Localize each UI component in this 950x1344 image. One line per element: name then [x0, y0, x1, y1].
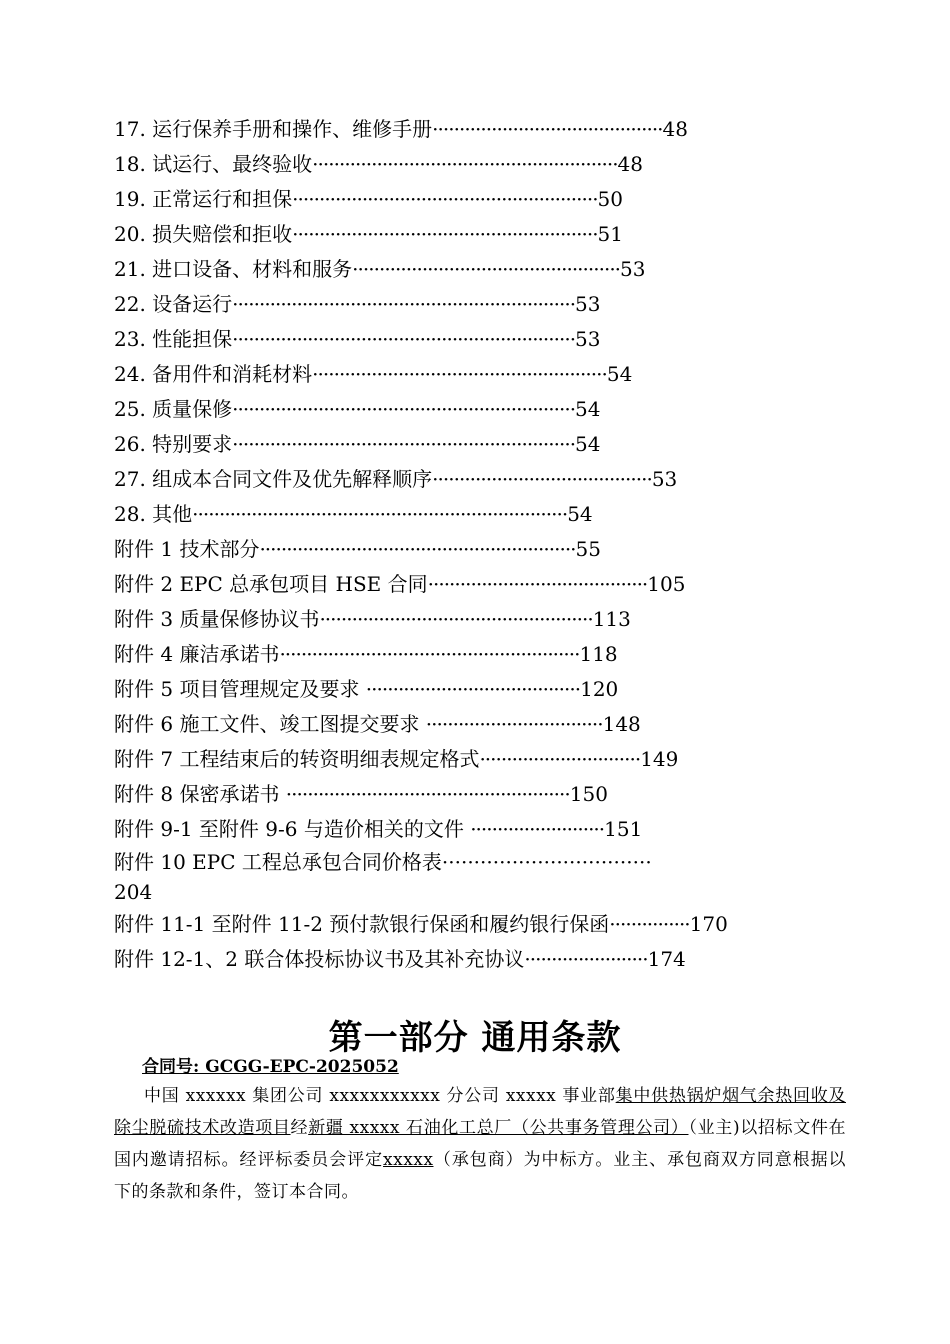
toc-entry-label: 附件 1 技术部分: [114, 537, 260, 561]
toc-leader-dots: ······························: [479, 747, 641, 771]
toc-entry-page: 54: [606, 362, 633, 386]
toc-entry-page: 53: [575, 292, 601, 316]
toc-leader-dots: ································································: [232, 292, 576, 316]
toc-entry[interactable]: [114, 637, 854, 672]
toc-entry-page: 150: [569, 782, 608, 806]
toc-entry-page: 105: [647, 572, 686, 596]
toc-leader-dots: ························································: [279, 642, 580, 666]
toc-entry-page: 204: [114, 880, 153, 904]
toc-entry[interactable]: [114, 427, 854, 462]
toc-leader-dots: ································································: [232, 327, 576, 351]
owner-name: 新疆 xxxxx 石油化工总厂（公共事务管理公司）: [308, 1118, 689, 1138]
toc-entry[interactable]: [114, 357, 854, 392]
table-of-contents: [114, 112, 854, 977]
toc-entry-page: 54: [575, 432, 601, 456]
toc-leader-dots: ·································: [441, 850, 652, 874]
toc-entry[interactable]: [114, 672, 854, 707]
toc-leader-dots: ·········································: [432, 467, 652, 491]
toc-entry-page: 118: [579, 642, 618, 666]
toc-entry[interactable]: [114, 907, 854, 942]
toc-entry[interactable]: [114, 742, 854, 777]
toc-entry-page: 120: [580, 677, 619, 701]
toc-entry[interactable]: [114, 532, 854, 567]
toc-entry[interactable]: [114, 942, 854, 977]
toc-entry-label: 21. 进口设备、材料和服务: [114, 257, 353, 281]
toc-entry-label: 附件 11-1 至附件 11-2 预付款银行保函和履约银行保函: [114, 912, 610, 936]
toc-entry[interactable]: [114, 847, 854, 907]
toc-entry-label: 25. 质量保修: [114, 397, 233, 421]
toc-entry[interactable]: [114, 217, 854, 252]
toc-entry-label: 20. 损失赔偿和拒收: [114, 222, 293, 246]
toc-leader-dots: ·································: [425, 712, 603, 736]
toc-entry-label: 18. 试运行、最终验收: [114, 152, 313, 176]
toc-entry[interactable]: [114, 287, 854, 322]
toc-leader-dots: ································································: [232, 432, 576, 456]
toc-entry-label: 19. 正常运行和担保: [114, 187, 293, 211]
contractor-name: xxxxx: [383, 1150, 434, 1170]
toc-entry[interactable]: [114, 707, 854, 742]
toc-leader-dots: ········································: [365, 677, 581, 701]
toc-entry-label: 28. 其他: [114, 502, 193, 526]
toc-entry-label: 附件 8 保密承诺书: [114, 782, 286, 806]
toc-entry-page: 113: [592, 607, 631, 631]
contract-number: 合同号: GCGG-EPC-2025052: [142, 1057, 399, 1077]
toc-entry-page: 151: [604, 817, 643, 841]
toc-entry-page: 53: [575, 327, 601, 351]
toc-entry-page: 50: [597, 187, 623, 211]
toc-leader-dots: ···············: [609, 912, 690, 936]
toc-entry-page: 51: [597, 222, 623, 246]
paragraph-text: 经: [290, 1118, 309, 1138]
toc-entry[interactable]: [114, 322, 854, 357]
toc-entry-page: 54: [575, 397, 601, 421]
toc-leader-dots: ···························································: [259, 537, 576, 561]
toc-entry[interactable]: [114, 462, 854, 497]
paragraph-text: 中国 xxxxxx 集团公司 xxxxxxxxxxx 分公司 xxxxx 事业部: [144, 1086, 616, 1106]
toc-entry[interactable]: [114, 147, 854, 182]
toc-entry-label: 附件 6 施工文件、竣工图提交要求: [114, 712, 426, 736]
paragraph-text: （业主)以招标文件在国内邀请招标。经评标委员会评定: [114, 1118, 847, 1170]
paragraph-text: （承包商）为中标方。业主、承包商双方同意根据以下的条款和条件，签订本合同。: [114, 1150, 847, 1202]
toc-entry[interactable]: [114, 777, 854, 812]
toc-entry-label: 附件 2 EPC 总承包项目 HSE 合同: [114, 572, 428, 596]
toc-entry-page: 55: [575, 537, 601, 561]
section-heading: 第一部分 通用条款: [328, 1018, 622, 1058]
toc-entry[interactable]: [114, 182, 854, 217]
toc-entry-label: 附件 9-1 至附件 9-6 与造价相关的文件: [114, 817, 471, 841]
toc-leader-dots: ···········································: [432, 117, 663, 141]
toc-entry-page: 48: [662, 117, 688, 141]
toc-entry-label: 24. 备用件和消耗材料: [114, 362, 313, 386]
toc-entry-label: 附件 4 廉洁承诺书: [114, 642, 280, 666]
toc-entry-page: 48: [617, 152, 643, 176]
toc-leader-dots: ···················································: [319, 607, 593, 631]
toc-entry[interactable]: [114, 392, 854, 427]
toc-entry-label: 附件 5 项目管理规定及要求: [114, 677, 366, 701]
toc-entry[interactable]: [114, 567, 854, 602]
toc-entry-label: 17. 运行保养手册和操作、维修手册: [114, 117, 433, 141]
toc-leader-dots: ·········································: [427, 572, 648, 596]
toc-entry-page: 148: [602, 712, 641, 736]
toc-entry-label: 23. 性能担保: [114, 327, 233, 351]
toc-leader-dots: ·····················································: [285, 782, 570, 806]
project-name: 集中供热锅炉烟气余热回收及除尘脱硫技术改造项目: [114, 1086, 846, 1138]
toc-leader-dots: ·······················································: [312, 362, 607, 386]
toc-leader-dots: ································································: [232, 397, 576, 421]
toc-leader-dots: ·························································: [292, 222, 598, 246]
toc-entry-page: 170: [689, 912, 728, 936]
toc-entry-page: 54: [567, 502, 593, 526]
toc-leader-dots: ·························································: [312, 152, 618, 176]
toc-entry-label: 附件 10 EPC 工程总承包合同价格表: [114, 850, 442, 874]
toc-entry[interactable]: [114, 252, 854, 287]
toc-entry[interactable]: [114, 602, 854, 637]
toc-entry-label: 22. 设备运行: [114, 292, 233, 316]
toc-leader-dots: ·······················: [524, 947, 648, 971]
toc-entry[interactable]: [114, 812, 854, 847]
toc-leader-dots: ·························································: [292, 187, 598, 211]
toc-leader-dots: ·························: [470, 817, 605, 841]
toc-entry-page: 149: [640, 747, 679, 771]
intro-paragraph: [114, 1080, 846, 1208]
toc-entry[interactable]: [114, 497, 854, 532]
toc-entry-page: 53: [620, 257, 646, 281]
toc-entry[interactable]: [114, 112, 854, 147]
toc-leader-dots: ······································································: [192, 502, 568, 526]
toc-leader-dots: ··················································: [352, 257, 621, 281]
toc-entry-label: 附件 7 工程结束后的转资明细表规定格式: [114, 747, 480, 771]
toc-entry-label: 附件 12-1、2 联合体投标协议书及其补充协议: [114, 947, 525, 971]
toc-entry-label: 26. 特别要求: [114, 432, 233, 456]
toc-entry-label: 附件 3 质量保修协议书: [114, 607, 320, 631]
toc-entry-label: 27. 组成本合同文件及优先解释顺序: [114, 467, 433, 491]
toc-entry-page: 53: [651, 467, 678, 491]
toc-entry-page: 174: [647, 947, 686, 971]
